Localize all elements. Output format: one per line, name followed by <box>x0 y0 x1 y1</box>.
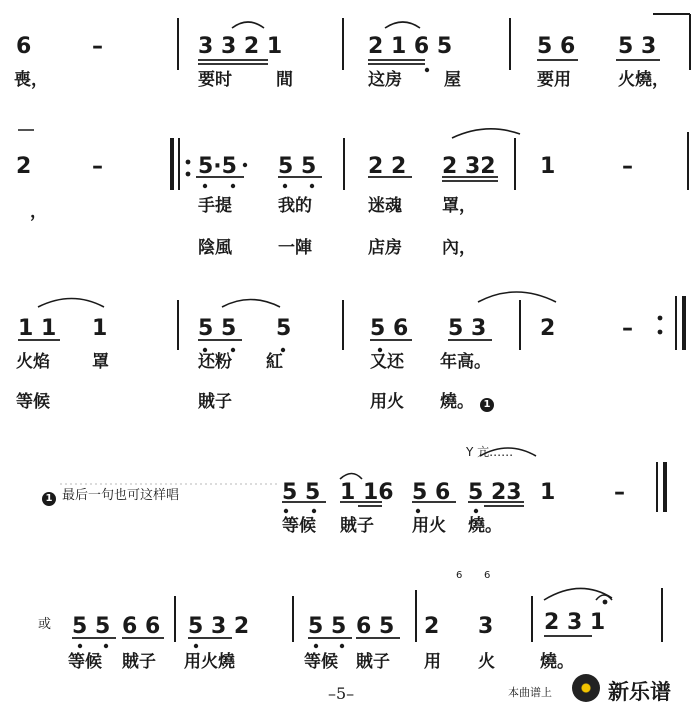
lyric: 要用 <box>537 70 571 90</box>
dash: – <box>622 316 633 341</box>
note: 6 <box>16 34 32 59</box>
note: 2 <box>540 316 556 341</box>
lyric: 还粉 <box>198 352 232 372</box>
slur <box>222 300 280 308</box>
note-group: 2 32 <box>442 154 496 179</box>
dash: – <box>614 480 625 505</box>
lyric: 罩 <box>92 352 109 372</box>
lyric: 賊子 <box>198 392 232 412</box>
lyric: 賊子 <box>356 652 390 672</box>
footnote-ref-marker: 1 <box>480 394 494 412</box>
site-logo <box>570 672 700 704</box>
lyric: 店房 <box>368 238 402 258</box>
note-group: 5 5 <box>282 480 321 505</box>
lyric: 用火燒 <box>184 652 235 672</box>
lyric: 喪， <box>14 70 48 90</box>
lyric: 等候 <box>282 516 316 536</box>
note-group: 6 6 <box>122 614 161 639</box>
note-group: 2 3 1 <box>544 610 606 635</box>
note-group: 3 3 2 1 <box>198 34 283 59</box>
footnote-marker: 1 <box>42 488 56 506</box>
lyric: 燒。 <box>468 516 502 536</box>
note: 2 <box>424 614 440 639</box>
lyric: 手提 <box>198 196 232 216</box>
lyric: ， <box>30 202 47 222</box>
lyric: 等候 <box>16 392 50 412</box>
lyric: 年高。 <box>440 352 491 372</box>
lyric: 要时 <box>198 70 232 90</box>
dash: – <box>622 154 633 179</box>
alt-label: 或 <box>38 617 52 632</box>
lyric: 一陣 <box>278 238 312 258</box>
lyric: 等候 <box>68 652 102 672</box>
note-group: 1 16 <box>340 480 394 505</box>
note-group: 5 6 <box>412 480 451 505</box>
lyric: 火焰 <box>16 352 50 372</box>
slur <box>38 299 104 308</box>
lyric: 这房 <box>368 70 402 90</box>
grace-note-6a: 6 <box>456 570 463 581</box>
slur <box>452 129 520 138</box>
lyric: 賊子 <box>122 652 156 672</box>
lyric: 火燒， <box>618 70 669 90</box>
note-group: 5 5 <box>308 614 347 639</box>
lyric: 用火 <box>412 516 446 536</box>
slur <box>385 22 420 28</box>
lyric: 又还 <box>370 352 404 372</box>
lyric: 屋 <box>444 70 461 90</box>
lyric: 燒。 <box>540 652 574 672</box>
lyric: 賊子 <box>340 516 374 536</box>
slur <box>544 588 612 600</box>
note: 2 <box>16 154 32 179</box>
dash: – <box>92 34 103 59</box>
note: 1 <box>540 154 556 179</box>
note: 1 <box>540 480 556 505</box>
record-icon <box>572 674 600 702</box>
lyric: 我的 <box>278 196 312 216</box>
lyric: 燒。 <box>440 392 474 412</box>
note-group: 5 23 <box>468 480 522 505</box>
note: 5 <box>276 316 292 341</box>
note-group: 1 1 <box>18 316 57 341</box>
note-group: 5 3 <box>618 34 657 59</box>
note-group: 5 3 2 <box>188 614 250 639</box>
lyric: 用 <box>424 652 441 672</box>
slur <box>340 474 362 480</box>
lyric: 間 <box>276 70 293 90</box>
lyric: 紅 <box>266 352 283 372</box>
lyric: 內， <box>442 238 476 258</box>
note-group: 5·5 <box>198 154 237 179</box>
footnote-label: 最后一句也可这样唱 <box>62 488 180 503</box>
slur <box>232 22 264 28</box>
note: 1 <box>92 316 108 341</box>
grace-note-6b: 6 <box>484 570 491 581</box>
lyric: 用火 <box>370 392 404 412</box>
note-group: 5 6 <box>370 316 409 341</box>
logo-text: 新乐谱 <box>608 680 671 704</box>
note-group: 5 6 <box>537 34 576 59</box>
lyric: 罩， <box>442 196 476 216</box>
slur <box>478 292 556 302</box>
lyric: 等候 <box>304 652 338 672</box>
lyric: 陰風 <box>198 238 232 258</box>
note-group: 5 5 <box>72 614 111 639</box>
lyric: 火 <box>478 652 495 672</box>
note-group: 5 5 <box>278 154 317 179</box>
note-group: 5 5 <box>198 316 237 341</box>
note-group: 6 5 <box>356 614 395 639</box>
note-group: 2 1 6 5 <box>368 34 453 59</box>
annotation: Y 亢…… <box>466 445 514 459</box>
source-text: 本曲谱上 <box>508 686 552 699</box>
lyric: 迷魂 <box>368 196 402 216</box>
dash: – <box>92 154 103 179</box>
note-group: 2 2 <box>368 154 407 179</box>
note: 3 <box>478 614 494 639</box>
note-group: 5 3 <box>448 316 487 341</box>
page-number: –5– <box>328 684 355 703</box>
